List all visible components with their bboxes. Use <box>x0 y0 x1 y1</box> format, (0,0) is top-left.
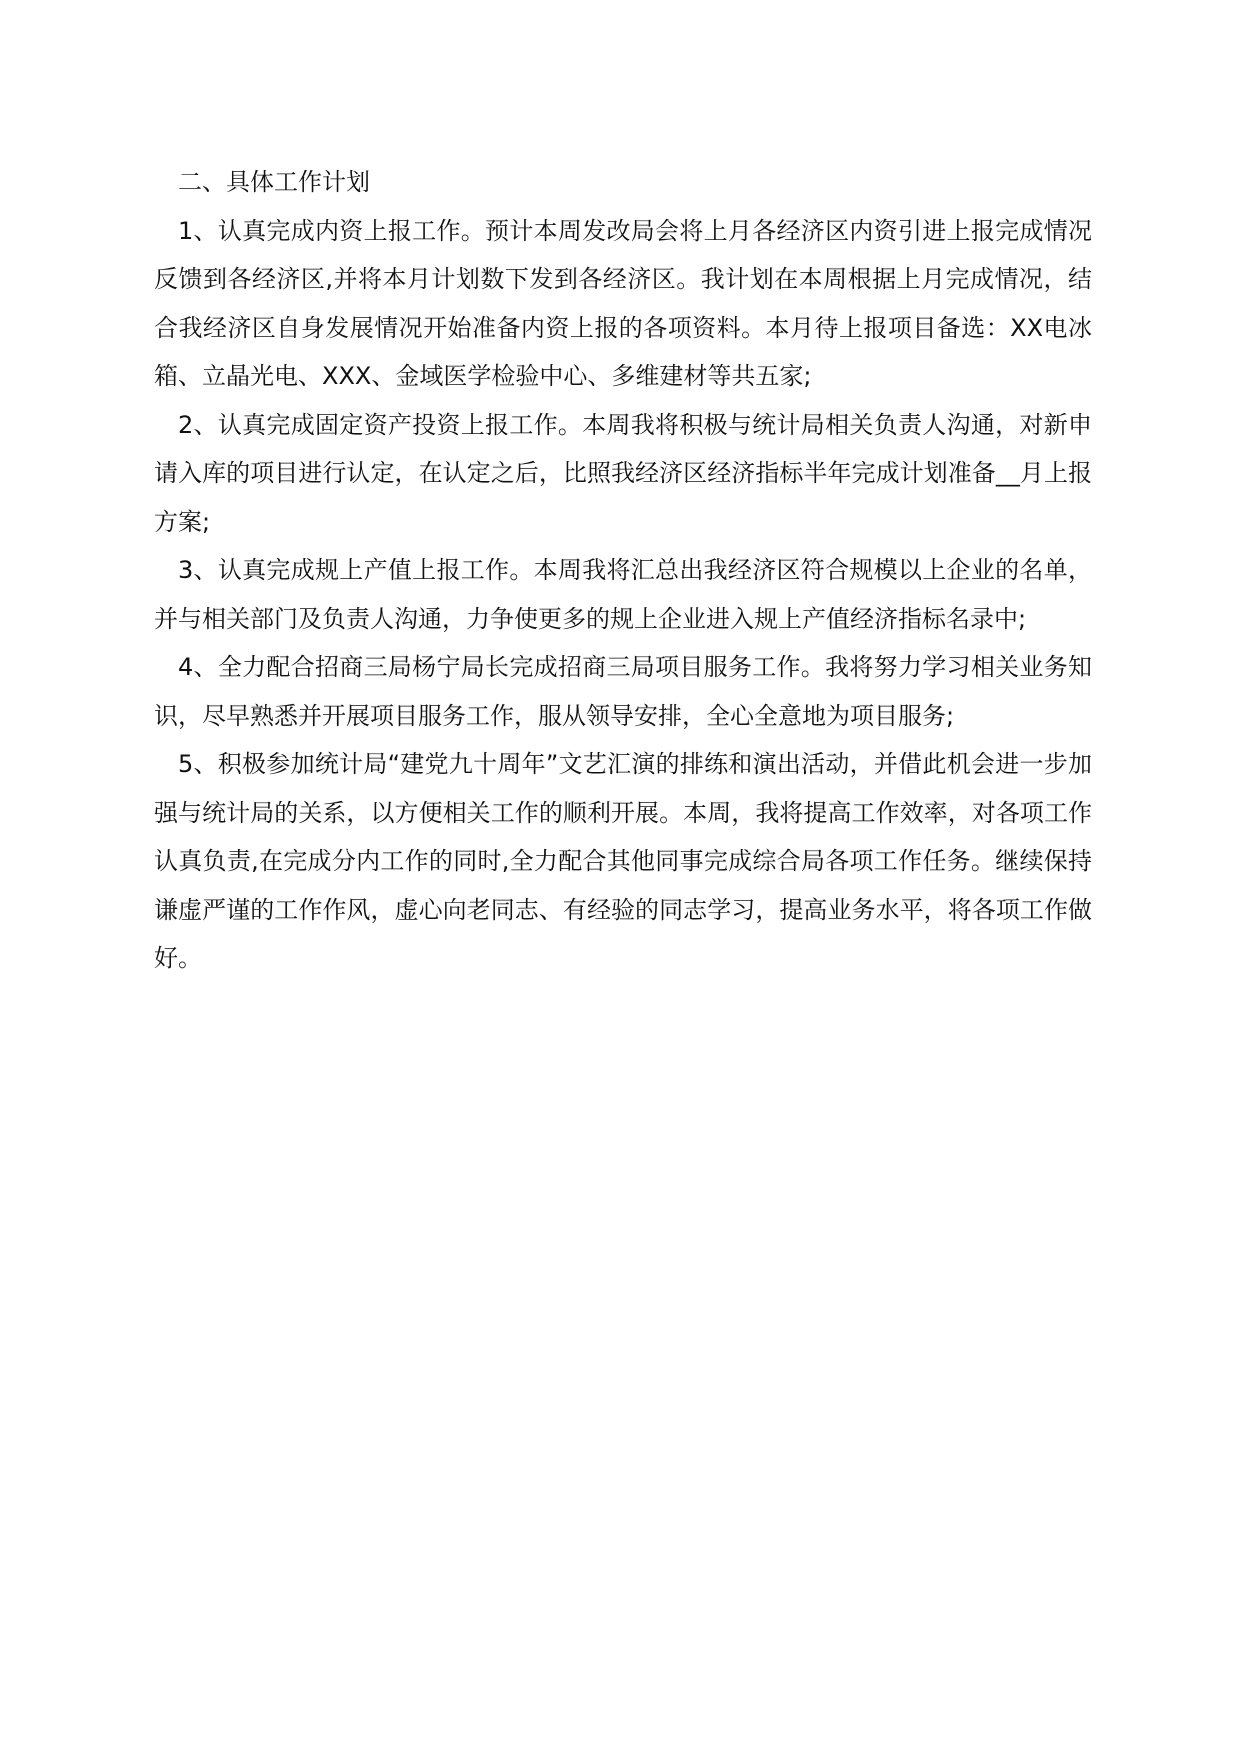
paragraph-item-2: 2、认真完成固定资产投资上报工作。本周我将积极与统计局相关负责人沟通，对新申请入库的项目进行认定，在认定之后，比照我经济区经济指标半年完成计划准备__月上报方案; <box>154 410 1092 536</box>
section-heading: 二、具体工作计划 <box>178 168 370 196</box>
document-body <box>154 158 1092 983</box>
paragraph-item-4: 4、全力配合招商三局杨宁局长完成招商三局项目服务工作。我将努力学习相关业务知识，尽早熟悉并开展项目服务工作，服从领导安排，全心全意地为项目服务; <box>154 653 1092 730</box>
paragraph-item-3: 3、认真完成规上产值上报工作。本周我将汇总出我经济区符合规模以上企业的名单，并与相关部门及负责人沟通，力争使更多的规上企业进入规上产值经济指标名录中; <box>154 556 1092 633</box>
paragraph-item-5: 5、积极参加统计局“建党九十周年”文艺汇演的排练和演出活动，并借此机会进一步加强与统计局的关系，以方便相关工作的顺利开展。本周，我将提高工作效率，对各项工作认真负责,在完成分内工作的同时,全力配合其他同事完成综合局各项工作任务。继续保持谦虚严谨的工作作风，虚心向老同志、有经验的同志学习，提高业务水平，将各项工作做好。 <box>154 750 1092 972</box>
paragraph-item-1: 1、认真完成内资上报工作。预计本周发改局会将上月各经济区内资引进上报完成情况反馈到各经济区,并将本月计划数下发到各经济区。我计划在本周根据上月完成情况，结合我经济区自身发展情况开始准备内资上报的各项资料。本月待上报项目备选：XX电冰箱、立晶光电、XXX、金域医学检验中心、多维建材等共五家; <box>154 216 1092 390</box>
